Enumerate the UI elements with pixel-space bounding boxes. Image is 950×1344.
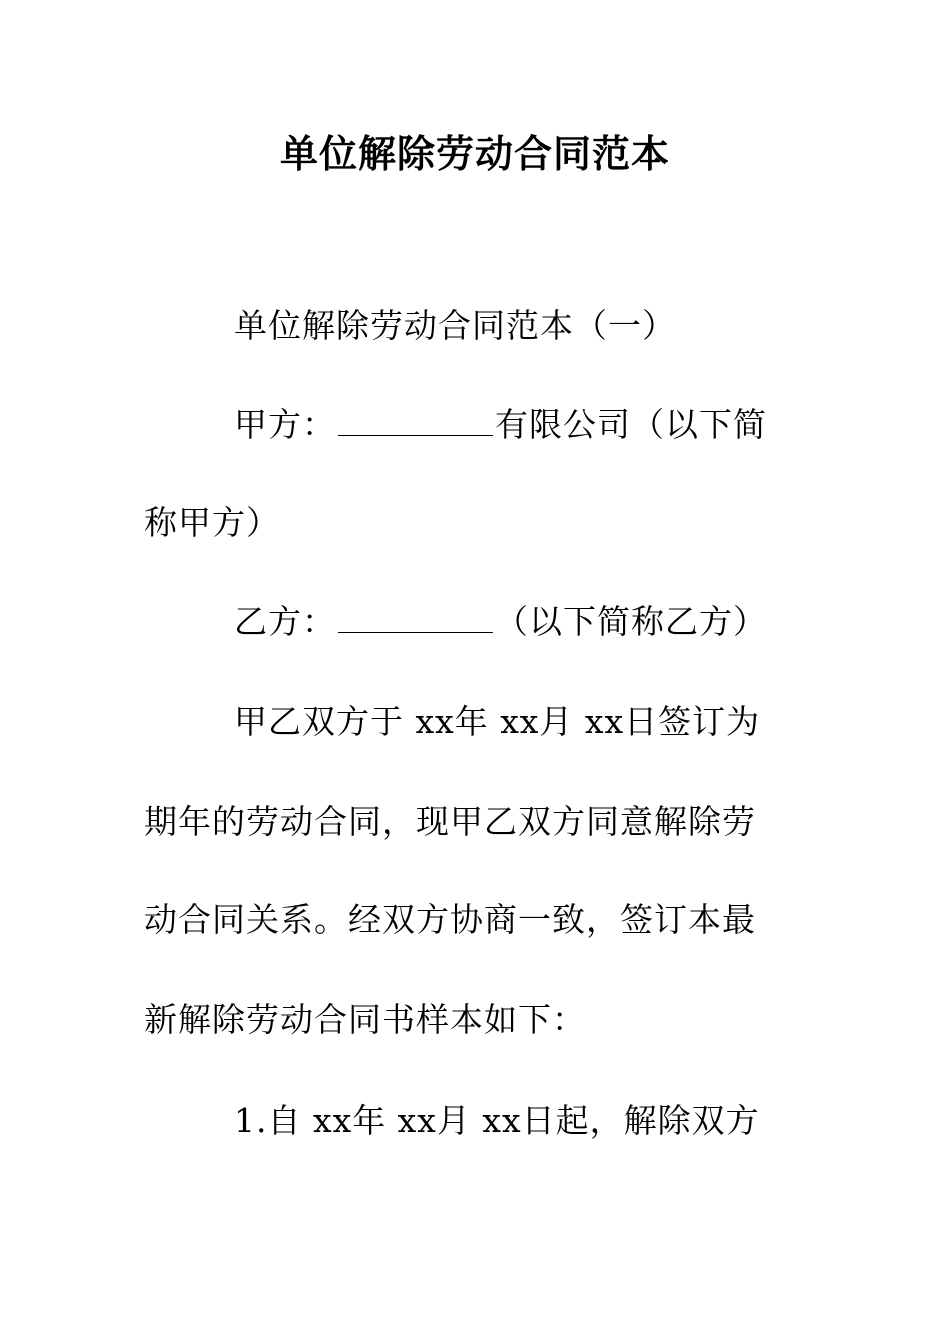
document-title: 单位解除劳动合同范本 — [279, 131, 670, 176]
party-a-label: 甲方： — [234, 405, 336, 444]
party-a-suffix: 有限公司（以下简 — [495, 405, 767, 444]
paragraph-line: 动合同关系。经双方协商一致，签订本最 — [144, 900, 756, 939]
clause-item-1: 1.自 xx年 xx月 xx日起，解除双方 — [234, 1101, 760, 1140]
party-b-name-blank — [338, 602, 493, 633]
party-a-name-blank — [338, 405, 493, 436]
party-b-label: 乙方： — [234, 602, 336, 641]
party-b-suffix: （以下简称乙方） — [495, 602, 767, 641]
party-b-line — [234, 597, 767, 647]
paragraph-line: 甲乙双方于 xx年 xx月 xx日签订为 — [234, 702, 761, 741]
section-heading: 单位解除劳动合同范本（一） — [234, 306, 676, 345]
paragraph-line: 新解除劳动合同书样本如下： — [144, 1000, 586, 1039]
party-a-continuation: 称甲方） — [144, 503, 280, 542]
party-a-line — [234, 400, 767, 450]
paragraph-line: 期年的劳动合同，现甲乙双方同意解除劳 — [144, 802, 756, 841]
